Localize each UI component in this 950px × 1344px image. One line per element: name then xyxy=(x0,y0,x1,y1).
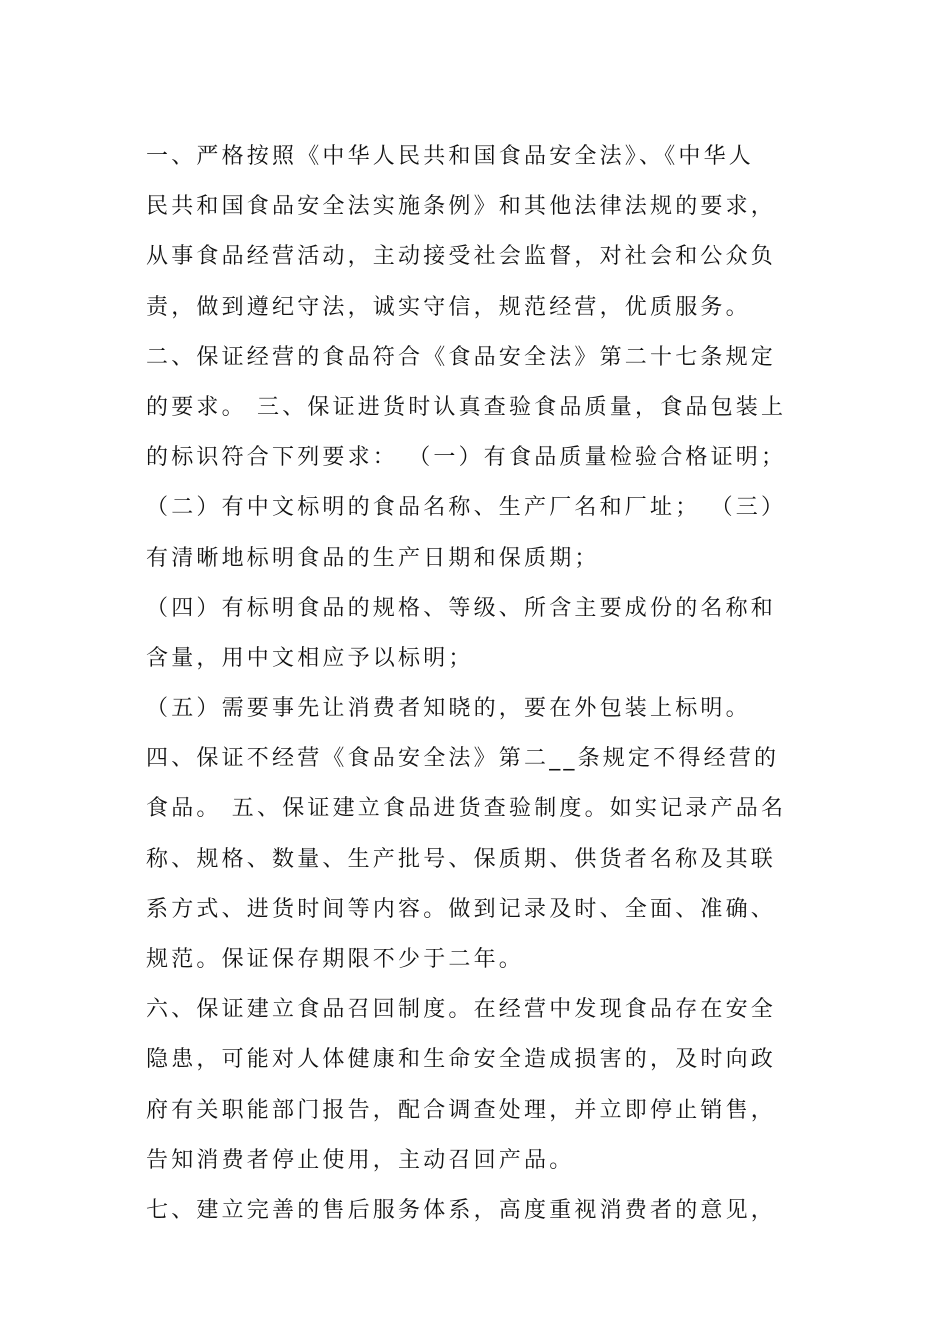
text-line: （四）有标明食品的规格、等级、所含主要成份的名称和 xyxy=(146,595,777,621)
text-line: 食品。 五、保证建立食品进货查验制度。如实记录产品名 xyxy=(146,796,787,822)
text-line: 有清晰地标明食品的生产日期和保质期； xyxy=(146,545,600,571)
text-line: （二）有中文标明的食品名称、生产厂名和厂址； （三） xyxy=(146,495,787,521)
text-line: 告知消费者停止使用，主动召回产品。 xyxy=(146,1147,575,1173)
text-line: 七、建立完善的售后服务体系，高度重视消费者的意见， xyxy=(146,1197,777,1223)
text-line: 二、保证经营的食品符合《食品安全法》第二十七条规定 xyxy=(146,344,777,370)
text-line: 规范。保证保存期限不少于二年。 xyxy=(146,947,525,972)
text-line: 责，做到遵纪守法，诚实守信，规范经营，优质服务。 xyxy=(146,294,751,320)
text-line: （五）需要事先让消费者知晓的，要在外包装上标明。 xyxy=(146,696,751,722)
text-line: 的标识符合下列要求： （一）有食品质量检验合格证明； xyxy=(146,445,787,471)
document-body xyxy=(146,132,816,1236)
text-line: 民共和国食品安全法实施条例》和其他法律法规的要求， xyxy=(146,194,777,220)
text-line: 称、规格、数量、生产批号、保质期、供货者名称及其联 xyxy=(146,846,777,872)
text-line: 四、保证不经营《食品安全法》第二__条规定不得经营的 xyxy=(146,746,780,772)
text-line: 一、严格按照《中华人民共和国食品安全法》、《中华人 xyxy=(146,144,755,169)
text-line: 府有关职能部门报告，配合调查处理，并立即停止销售， xyxy=(146,1097,777,1123)
text-line: 隐患，可能对人体健康和生命安全造成损害的，及时向政 xyxy=(146,1047,777,1073)
text-line: 系方式、进货时间等内容。做到记录及时、全面、准确、 xyxy=(146,896,777,922)
text-line: 从事食品经营活动，主动接受社会监督，对社会和公众负 xyxy=(146,244,777,270)
text-line: 六、保证建立食品召回制度。在经营中发现食品存在安全 xyxy=(146,997,777,1023)
text-line: 的要求。 三、保证进货时认真查验食品质量，食品包装上 xyxy=(146,394,787,420)
text-line: 含量，用中文相应予以标明； xyxy=(146,645,474,671)
